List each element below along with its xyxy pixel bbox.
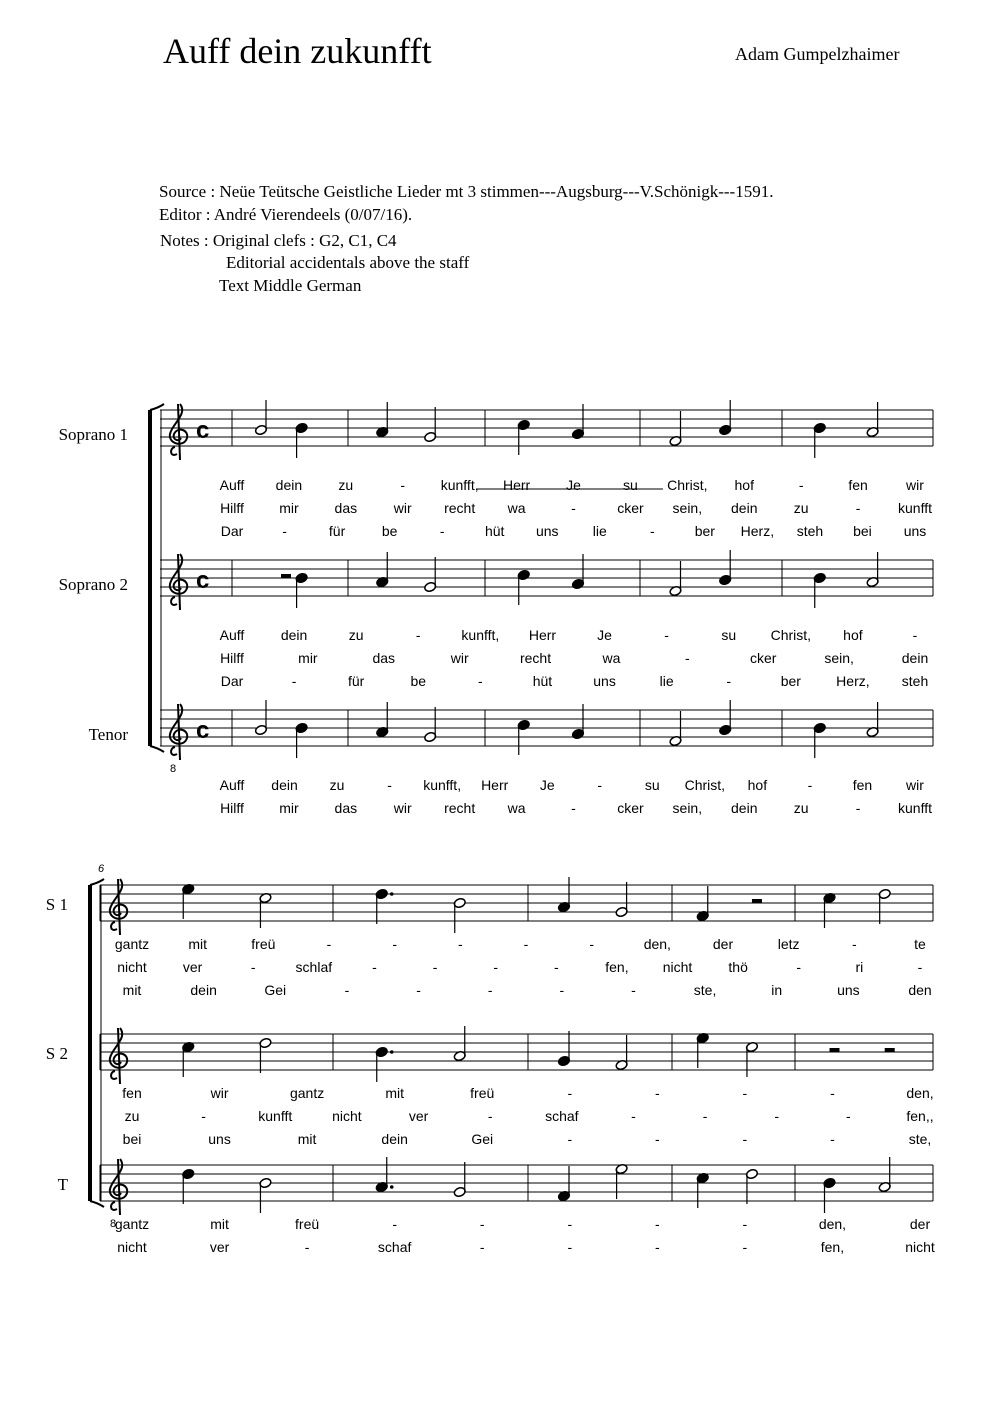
lyric-syllable: kunfft, [440, 477, 479, 493]
lyric-syllable: ver [209, 1239, 230, 1255]
lyric-syllable: - [631, 1108, 636, 1124]
composer-name: Adam Gumpelzhaimer [735, 44, 900, 64]
lyric-syllable: - [742, 1216, 748, 1232]
lyric-syllable: sein, [672, 800, 703, 816]
lyric-syllable: fen, [605, 959, 629, 975]
lyric-syllable: freü [470, 1085, 495, 1101]
lyric-syllable: - [291, 673, 297, 689]
common-time-icon: c [196, 567, 210, 594]
lyric-syllable: den, [643, 936, 671, 952]
lyric-syllable: Herr [528, 627, 557, 643]
common-time-icon: c [196, 417, 210, 444]
lyric-syllable: dein [190, 982, 217, 998]
lyric-syllable: - [457, 936, 463, 952]
lyric-syllable: wir [906, 477, 924, 493]
lyric-syllable: - [597, 777, 603, 793]
lyric-syllable: dein [731, 800, 758, 816]
lyric-syllable: cker [617, 500, 644, 516]
lyric-syllable: Auff [219, 627, 245, 643]
lyric-syllable: der [712, 936, 734, 952]
lyric-syllable: te [914, 936, 926, 952]
lyric-syllable: das [334, 500, 358, 516]
lyric-syllable: - [796, 959, 802, 975]
lyric-syllable: sein, [824, 650, 854, 666]
lyric-syllable: - [326, 936, 332, 952]
lyric-syllable: mit [297, 1131, 317, 1147]
part-name: S 2 [45, 1044, 68, 1063]
lyric-syllable: - [432, 959, 438, 975]
staff-1 [160, 550, 933, 689]
lyric-syllable: den [908, 982, 932, 998]
lyric-syllable: ver [182, 959, 203, 975]
lyric-syllable: - [416, 982, 421, 998]
lyric-syllable: Hilff [220, 500, 244, 516]
lyric-syllable: - [855, 800, 861, 816]
lyric-syllable: fen, [820, 1239, 845, 1255]
lyric-syllable: - [846, 1108, 851, 1124]
lyric-syllable: kunfft, [423, 777, 462, 793]
lyric-syllable: wir [450, 650, 469, 666]
lyric-syllable: - [774, 1108, 780, 1124]
rest-icon [885, 1048, 895, 1052]
rest-icon [830, 1048, 840, 1052]
notes-line-3: Text Middle German [219, 276, 362, 295]
lyric-syllable: hüt [484, 523, 505, 539]
staff-0 [160, 400, 933, 539]
notes-line-2: Editorial accidentals above the staff [226, 253, 470, 272]
note-dot [390, 892, 394, 896]
lyric-syllable: nicht [905, 1239, 935, 1255]
source-line: Source : Neüe Teütsche Geistliche Lieder mt 3 stimmen---Augsburg---V.Schönigk---1591. [159, 182, 774, 201]
lyric-syllable: - [415, 627, 421, 643]
lyric-syllable: schlaf [295, 959, 333, 975]
lyric-syllable: zu [124, 1108, 140, 1124]
lyric-syllable: mir [279, 500, 299, 516]
lyric-syllable: - [567, 1131, 573, 1147]
lyric-syllable: wa [507, 800, 526, 816]
lyric-syllable: zu [329, 777, 345, 793]
lyric-syllable: recht [444, 800, 476, 816]
lyric-syllable: mit [210, 1216, 229, 1232]
tenor-clef-8-icon: 8 [170, 763, 177, 775]
lyric-syllable: - [917, 959, 923, 975]
lyric-syllable: nicht [662, 959, 693, 975]
lyric-syllable: - [439, 523, 445, 539]
staff-2-1 [100, 1026, 934, 1147]
lyric-syllable: - [567, 1085, 573, 1101]
lyric-syllable: freü [251, 936, 276, 952]
lyric-syllable: mir [279, 800, 299, 816]
lyric-syllable: - [571, 500, 576, 516]
lyric-syllable: mit [385, 1085, 405, 1101]
lyric-syllable: nicht [117, 959, 147, 975]
lyric-syllable: Christ, [770, 627, 812, 643]
lyric-syllable: das [334, 800, 358, 816]
lyric-syllable: - [702, 1108, 708, 1124]
lyric-syllable: Auff [219, 777, 245, 793]
lyric-syllable: nicht [117, 1239, 147, 1255]
treble-clef-icon [110, 1159, 127, 1215]
lyric-syllable: thö [728, 959, 748, 975]
lyric-syllable: zu [348, 627, 364, 643]
lyric-syllable: - [571, 800, 576, 816]
lyric-syllable: bei [122, 1131, 142, 1147]
lyric-syllable: - [344, 982, 350, 998]
lyric-syllable: - [851, 936, 857, 952]
lyric-syllable: - [654, 1085, 660, 1101]
part-name: Soprano 2 [58, 575, 128, 594]
lyric-syllable: das [372, 650, 396, 666]
lyric-syllable: - [649, 523, 655, 539]
lyric-syllable: gantz [114, 936, 150, 952]
lyric-syllable: cker [749, 650, 777, 666]
note-dot [390, 1050, 394, 1054]
lyric-syllable: gantz [289, 1085, 325, 1101]
part-name: S 1 [45, 895, 68, 914]
lyric-syllable: kunfft [898, 800, 932, 816]
lyric-syllable: uns [903, 523, 927, 539]
lyric-syllable: Je [539, 777, 555, 793]
lyric-syllable: uns [208, 1131, 231, 1147]
lyric-syllable: gantz [114, 1216, 150, 1232]
lyric-syllable: - [201, 1108, 206, 1124]
staff-2 [160, 700, 933, 816]
lyric-syllable: steh [901, 673, 929, 689]
notes-line: Notes : Original clefs : G2, C1, C4 [160, 231, 397, 250]
lyric-syllable: - [392, 1216, 398, 1232]
lyric-syllable: lie [659, 673, 674, 689]
lyric-syllable: steh [796, 523, 824, 539]
lyric-syllable: wir [210, 1085, 229, 1101]
lyric-syllable: wir [906, 777, 924, 793]
lyric-syllable: recht [519, 650, 552, 666]
staff-2-2 [100, 1157, 935, 1255]
lyric-syllable: fen [848, 477, 868, 493]
lyric-syllable: ber [780, 673, 801, 689]
lyric-syllable: zu [338, 477, 354, 493]
lyric-syllable: sein, [672, 500, 703, 516]
lyric-syllable: kunfft, [461, 627, 500, 643]
lyric-syllable: lie [592, 523, 607, 539]
lyric-syllable: - [372, 959, 377, 975]
treble-clef-icon [170, 404, 187, 460]
rest-icon [281, 574, 291, 578]
lyric-syllable: mit [122, 982, 142, 998]
lyric-syllable: uns [837, 982, 860, 998]
lyric-syllable: Herr [502, 477, 531, 493]
lyric-syllable: - [400, 477, 406, 493]
common-time-icon: c [196, 717, 210, 744]
treble-clef-icon [110, 879, 127, 935]
lyric-syllable: zu [793, 500, 809, 516]
lyric-syllable: - [553, 959, 559, 975]
lyric-syllable: dein [731, 500, 758, 516]
lyric-syllable: su [721, 627, 737, 643]
lyric-syllable: den, [906, 1085, 934, 1101]
lyric-syllable: su [644, 777, 660, 793]
editor-line: Editor : André Vierendeels (0/07/16). [159, 205, 413, 224]
lyric-syllable: - [654, 1239, 660, 1255]
lyric-syllable: hof [734, 477, 754, 493]
lyric-syllable: - [567, 1216, 573, 1232]
lyric-syllable: Je [597, 627, 612, 643]
lyric-syllable: dein [275, 477, 303, 493]
lyric-syllable: - [304, 1239, 310, 1255]
lyric-syllable: schaf [377, 1239, 412, 1255]
lyric-syllable: - [523, 936, 529, 952]
lyric-syllable: Christ, [667, 477, 708, 493]
lyric-syllable: - [742, 1239, 748, 1255]
lyric-syllable: zu [793, 800, 809, 816]
lyric-syllable: - [487, 982, 493, 998]
lyric-syllable: - [250, 959, 256, 975]
lyric-syllable: Herr [481, 777, 509, 793]
lyric-syllable: - [726, 673, 732, 689]
lyric-syllable: kunfft [258, 1108, 293, 1124]
lyric-syllable: dein [271, 777, 298, 793]
lyric-syllable: Gei [264, 982, 287, 998]
lyric-syllable: - [387, 777, 392, 793]
lyric-syllable: ste, [908, 1131, 932, 1147]
lyric-syllable: den, [818, 1216, 847, 1232]
lyric-syllable: Auff [219, 477, 245, 493]
lyric-syllable: - [855, 500, 861, 516]
part-name: T [57, 1175, 68, 1194]
lyric-syllable: Hilff [220, 650, 244, 666]
lyric-syllable: fen,, [906, 1108, 934, 1124]
tenor-clef-8-icon: 8 [110, 1218, 117, 1230]
lyric-syllable: - [493, 959, 499, 975]
lyric-syllable: freü [295, 1216, 320, 1232]
lyric-syllable: Gei [471, 1131, 494, 1147]
staff-2-0 [100, 877, 933, 998]
lyric-syllable: Dar [220, 523, 244, 539]
lyric-syllable: - [478, 673, 483, 689]
lyric-syllable: - [684, 650, 690, 666]
lyric-syllable: - [487, 1108, 493, 1124]
lyric-syllable: wir [393, 500, 412, 516]
lyric-syllable: - [479, 1216, 485, 1232]
lyric-syllable: dein [280, 627, 308, 643]
lyric-syllable: - [631, 982, 636, 998]
lyric-syllable: Herz, [836, 673, 870, 689]
lyric-syllable: für [348, 673, 365, 689]
lyric-syllable: - [830, 1131, 835, 1147]
lyric-syllable: be [381, 523, 398, 539]
lyric-syllable: mir [298, 650, 318, 666]
lyric-syllable: - [567, 1239, 573, 1255]
lyric-syllable: recht [444, 500, 476, 516]
lyric-syllable: in [771, 982, 783, 998]
lyric-syllable: kunfft [898, 500, 932, 516]
treble-clef-icon [110, 1028, 127, 1084]
lyric-syllable: wa [507, 500, 526, 516]
lyric-syllable: su [623, 477, 638, 493]
lyric-syllable: Dar [220, 673, 244, 689]
lyric-syllable: ver [408, 1108, 429, 1124]
lyric-syllable: - [559, 982, 565, 998]
lyric-syllable: ber [694, 523, 715, 539]
lyric-syllable: cker [617, 800, 644, 816]
lyric-syllable: Christ, [684, 777, 726, 793]
lyric-syllable: be [410, 673, 427, 689]
lyric-syllable: Je [566, 477, 581, 493]
lyric-syllable: hof [843, 627, 863, 643]
lyric-syllable: - [282, 523, 287, 539]
lyric-syllable: - [654, 1216, 660, 1232]
lyric-syllable: der [909, 1216, 931, 1232]
treble-clef-icon [170, 704, 187, 760]
lyric-syllable: - [392, 936, 398, 952]
lyric-syllable: - [479, 1239, 485, 1255]
lyric-syllable: - [664, 627, 669, 643]
piece-title: Auff dein zukunfft [163, 31, 432, 71]
lyric-syllable: - [742, 1085, 748, 1101]
lyric-syllable: - [589, 936, 595, 952]
lyric-syllable: für [328, 523, 346, 539]
lyric-syllable: dein [381, 1131, 408, 1147]
lyric-syllable: uns [593, 673, 616, 689]
treble-clef-icon [170, 554, 187, 610]
note-dot [390, 1185, 394, 1189]
lyric-syllable: mit [188, 936, 208, 952]
lyric-syllable: wa [602, 650, 621, 666]
lyric-syllable: wir [393, 800, 412, 816]
lyric-syllable: ri [855, 959, 864, 975]
part-name: Tenor [88, 725, 128, 744]
lyric-syllable: hof [747, 777, 768, 793]
lyric-syllable: - [912, 627, 918, 643]
lyric-syllable: Herz, [740, 523, 775, 539]
lyric-syllable: - [742, 1131, 748, 1147]
lyric-syllable: uns [535, 523, 559, 539]
lyric-syllable: letz [777, 936, 800, 952]
part-name: Soprano 1 [58, 425, 128, 444]
rest-icon [752, 899, 762, 903]
lyric-syllable: - [654, 1131, 660, 1147]
lyric-syllable: bei [853, 523, 872, 539]
measure-number: 6 [98, 863, 105, 875]
lyric-syllable: ste, [693, 982, 717, 998]
lyric-syllable: fen [852, 777, 873, 793]
lyric-syllable: fen [122, 1085, 142, 1101]
lyric-syllable: dein [901, 650, 929, 666]
lyric-syllable: nicht [332, 1108, 362, 1124]
lyric-syllable: schaf [545, 1108, 579, 1124]
lyric-syllable: Hilff [220, 800, 244, 816]
lyric-syllable: - [798, 477, 804, 493]
lyric-syllable: - [807, 777, 813, 793]
lyric-syllable: - [830, 1085, 835, 1101]
lyric-syllable: hüt [532, 673, 553, 689]
